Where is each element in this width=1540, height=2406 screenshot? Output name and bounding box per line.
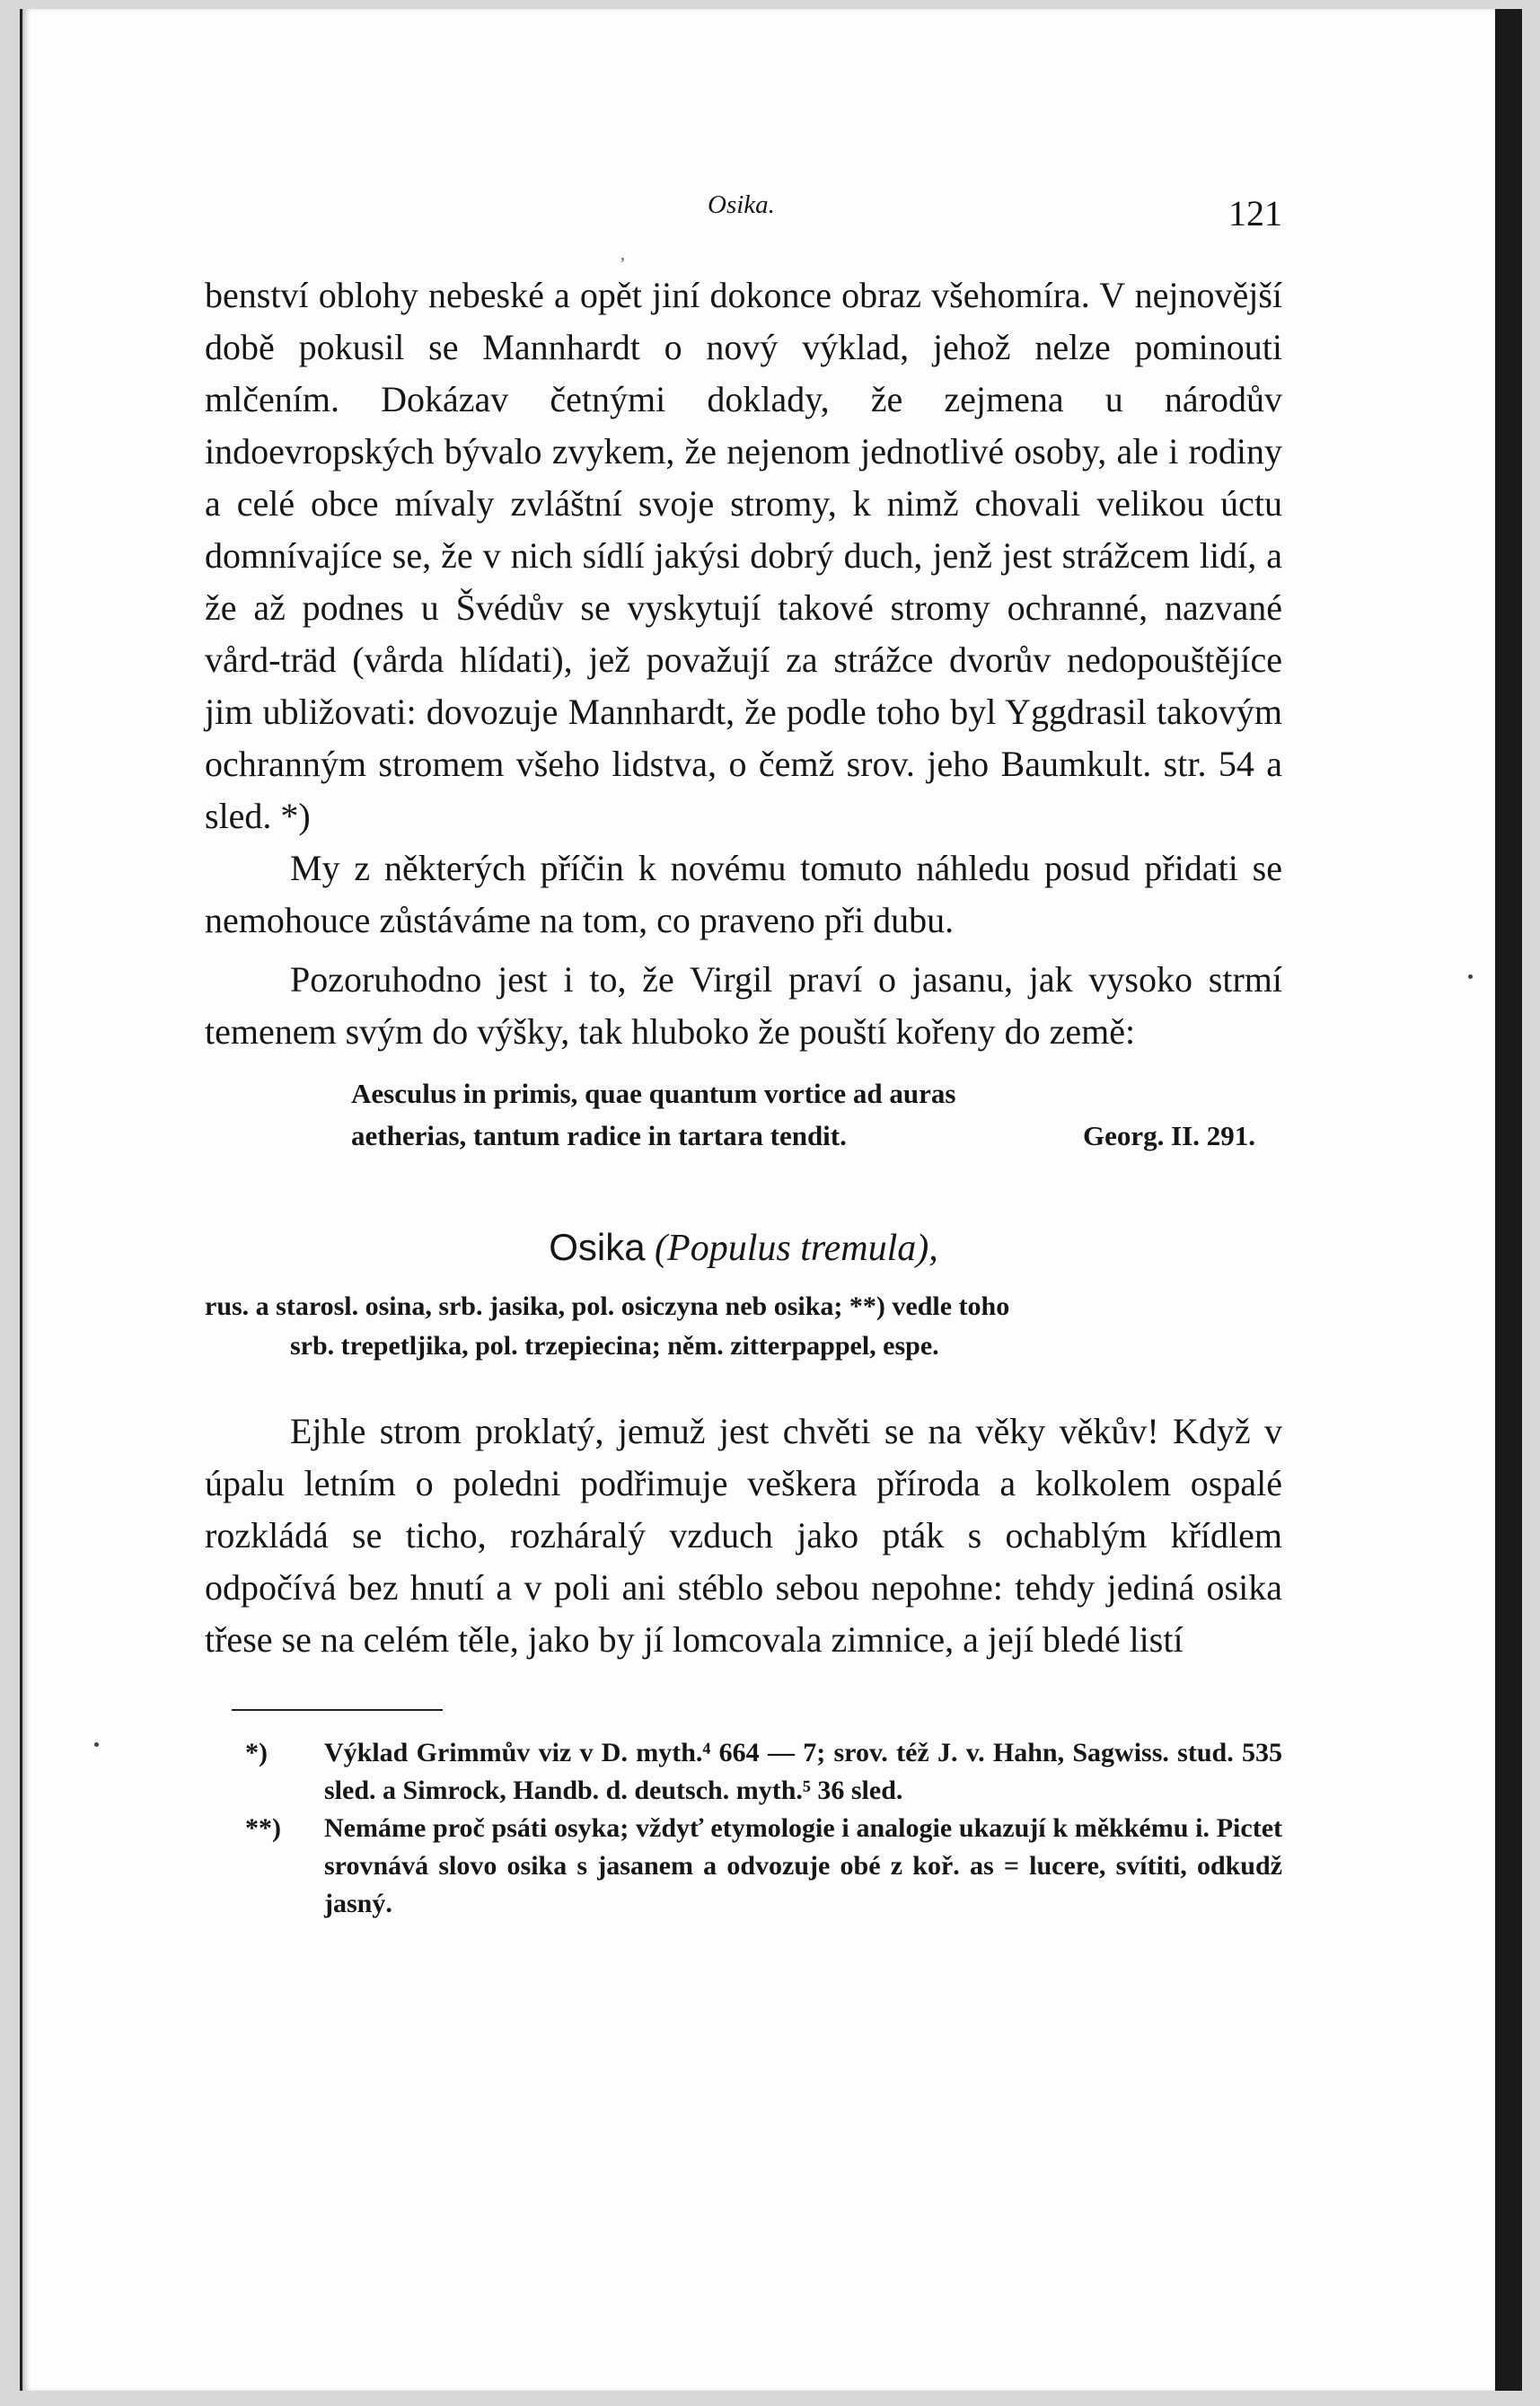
footnote (205, 1810, 1282, 1923)
print-speck (1468, 974, 1473, 979)
quote-citation: Georg. II. 291. (1082, 1120, 1255, 1151)
section-synonyms (205, 1287, 1282, 1366)
print-speck: , (620, 244, 625, 264)
latin-quotation (351, 1072, 1282, 1157)
footnote-text: Výklad Grimmův viz v D. myth.⁴ 664 — 7; srov. též J. v. Hahn, Sagwiss. stud. 535 sled. a Simrock, Handb. d. deutsch. myth.⁵ 36 sled. (324, 1738, 1282, 1805)
quote-line: Aesculus in primis, quae quantum vortice ad auras (351, 1078, 956, 1109)
paragraph-continuation: benství oblohy nebeské a opět jiní dokonce obraz všehomíra. V nejnovější době pokusil se Mannhardt o nový výklad, jehož nelze pominouti mlčením. Dokázav četnými doklady, že zejmena u národův indoevropských bývalo zvykem, že nejenom jednotlivé osoby, ale i rodiny a celé obce mívaly zvláštní svoje stromy, k nimž chovali velikou úctu domnívajíce se, že v nich sídlí jakýsi dobrý duch, jenž jest strážcem lidí, a že až podnes u Švédův se vyskytují takové stromy ochranné, nazvané vård-träd (vårda hlídati), jež považují za strážce dvorův nedopouštějíce jim ubližovati: dovozuje Mannhardt, že podle toho byl Yggdrasil takovým ochranným stromem všeho lidstva, o čemž srov. jeho Baumkult. str. 54 a sled. *) (205, 275, 1282, 836)
section-heading (205, 1221, 1282, 1274)
footnote-mark: **) (245, 1813, 281, 1843)
footnote-divider (232, 1709, 443, 1711)
page-number: 121 (1228, 193, 1282, 234)
page-body (205, 269, 1282, 1923)
footnote (205, 1734, 1282, 1810)
footnote-mark: *) (245, 1738, 268, 1767)
paragraph: Ejhle strom proklatý, jemuž jest chvěti se na věky věkův! Když v úpalu letním o poledni podřimuje veškera příroda a kolkolem ospalé rozkládá se ticho, rozháralý vzduch jako pták s ochablým křídlem odpočívá bez hnutí a v poli ani stéblo sebou nepohne: tehdy jediná osika třese se na celém těle, jako by jí lomcovala zimnice, a její bledé listí (205, 1411, 1282, 1660)
print-speck (94, 1742, 99, 1747)
footnote-text: Nemáme proč psáti osyka; vždyť etymologie i analogie ukazují k měkkému i. Pictet srovnává slovo osika s jasanem a odvozuje obé z koř. as = lucere, svítiti, odkudž jasný. (324, 1813, 1282, 1918)
footnotes (205, 1734, 1282, 1923)
section-latin-name: (Populus tremula), (655, 1228, 938, 1269)
quote-line-with-citation (351, 1115, 1282, 1157)
section-title: Osika (549, 1226, 646, 1268)
synonyms-line: rus. a starosl. osina, srb. jasika, pol. osiczyna neb osika; **) vedle toho (205, 1291, 1010, 1321)
paragraph: My z některých příčin k novému tomuto náhledu posud přidati se nemohouce zůstáváme na tom, co praveno při dubu. (205, 848, 1282, 940)
page-header (205, 190, 1282, 244)
quote-line: aetherias, tantum radice in tartara tendit. (351, 1120, 847, 1151)
synonyms-line: srb. trepetljika, pol. trzepiecina; něm. zitterpappel, espe. (290, 1331, 939, 1361)
paragraph: Pozoruhodno jest i to, že Virgil praví o jasanu, jak vysoko strmí temenem svým do výšky, tak hluboko že pouští kořeny do země: (205, 959, 1282, 1052)
running-title: Osika. (708, 190, 775, 219)
